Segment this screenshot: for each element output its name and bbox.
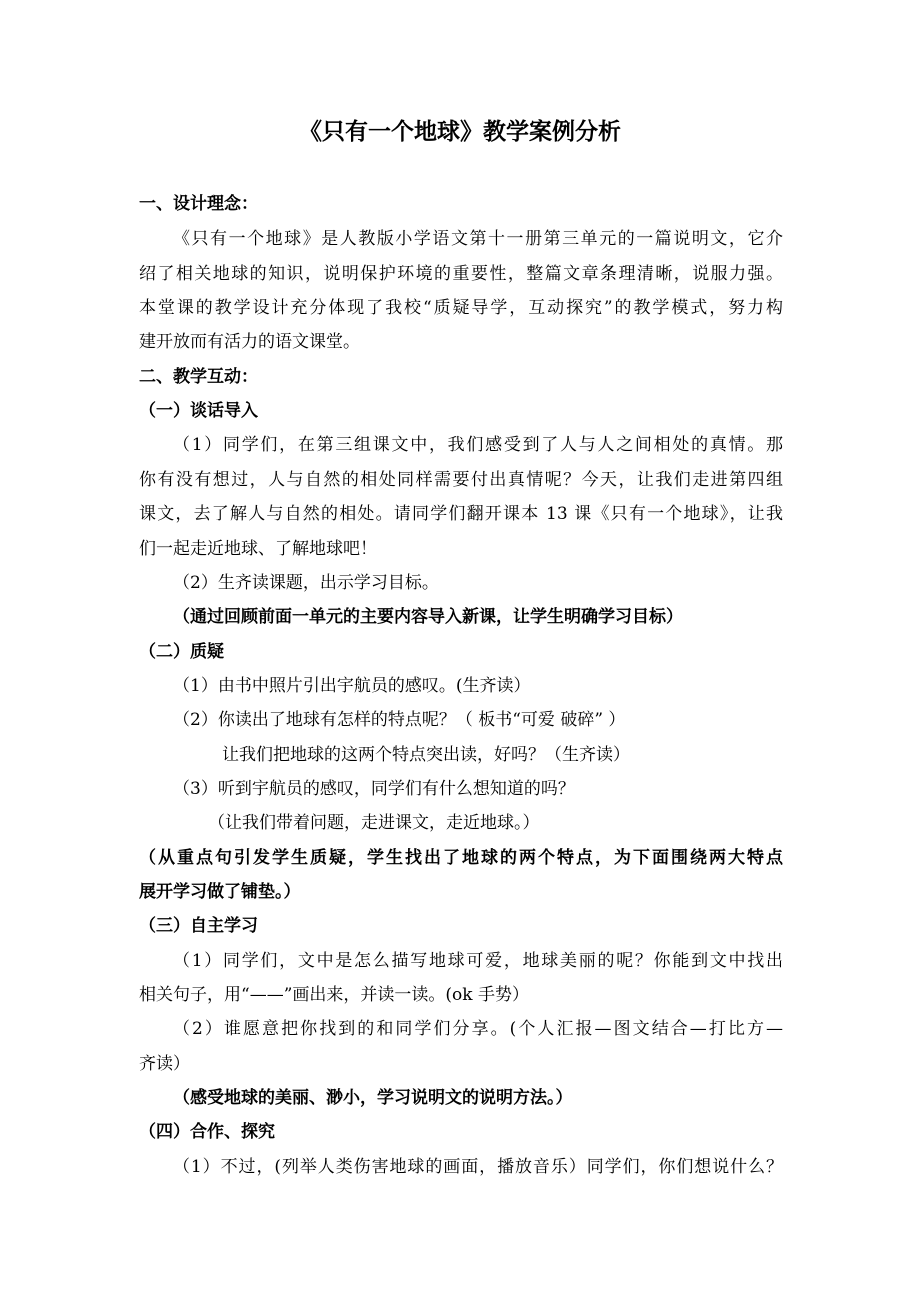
paragraph-line: 课文，去了解人与自然的相处。请同学们翻开课本 13 课《只有一个地球》，让我 <box>139 504 783 524</box>
paragraph-line: （2）谁愿意把你找到的和同学们分享。(个人汇报—图文结合—打比方— <box>173 1019 783 1039</box>
subsection-heading-intro: （一）谈话导入 <box>139 401 258 421</box>
paragraph-line: （1）不过，(列举人类伤害地球的画面，播放音乐）同学们，你们想说什么？ <box>173 1157 783 1177</box>
list-item: （3）听到宇航员的感叹，同学们有什么想知道的吗？ <box>173 779 575 799</box>
paragraph-line: 建开放而有活力的语文课堂。 <box>139 332 360 352</box>
paragraph-line: （1）同学们，在第三组课文中，我们感受到了人与人之间相处的真情。那 <box>173 435 783 455</box>
subsection-heading-cooperation: （四）合作、探究 <box>139 1122 275 1142</box>
paragraph-line: 相关句子，用“——”画出来，并读一读。(ok 手势） <box>139 985 529 1005</box>
teaching-note: （感受地球的美丽、渺小，学习说明文的说明方法。） <box>173 1088 573 1108</box>
paragraph-line: 《只有一个地球》是人教版小学语文第十一册第三单元的一篇说明文，它介 <box>173 229 783 249</box>
section-heading-interaction: 二、教学互动： <box>139 367 258 387</box>
list-item-continuation: 让我们把地球的这两个特点突出读，好吗？（生齐读） <box>222 745 630 765</box>
list-item: （2）生齐读课题，出示学习目标。 <box>173 573 439 593</box>
section-heading-design: 一、设计理念： <box>139 194 258 214</box>
paragraph-line: 绍了相关地球的知识，说明保护环境的重要性，整篇文章条理清晰，说服力强。 <box>139 264 783 284</box>
teaching-note: 展开学习做了铺垫。） <box>139 882 301 902</box>
list-item-continuation: （让我们带着问题，走进课文，走近地球。） <box>208 813 540 833</box>
list-item: （1）由书中照片引出宇航员的感叹。(生齐读） <box>173 676 531 696</box>
list-item: （2）你读出了地球有怎样的特点呢？（ 板书“可爱 破碎” ） <box>173 710 626 730</box>
paragraph-line: 齐读） <box>139 1054 190 1074</box>
paragraph-line: 你有没有想过，人与自然的相处同样需要付出真情呢？今天，让我们走进第四组 <box>139 470 783 490</box>
teaching-note: （从重点句引发学生质疑，学生找出了地球的两个特点，为下面围绕两大特点 <box>139 848 783 868</box>
teaching-note: （通过回顾前面一单元的主要内容导入新课，让学生明确学习目标） <box>173 607 683 627</box>
document-title: 《只有一个地球》教学案例分析 <box>299 118 621 145</box>
paragraph-line: 本堂课的教学设计充分体现了我校“质疑导学，互动探究”的教学模式，努力构 <box>139 298 783 318</box>
paragraph-line: （1）同学们，文中是怎么描写地球可爱，地球美丽的呢？你能到文中找出 <box>173 951 783 971</box>
paragraph-line: 们一起走近地球、了解地球吧！ <box>139 539 377 559</box>
subsection-heading-questioning: （二）质疑 <box>139 642 224 662</box>
subsection-heading-self-study: （三）自主学习 <box>139 916 258 936</box>
